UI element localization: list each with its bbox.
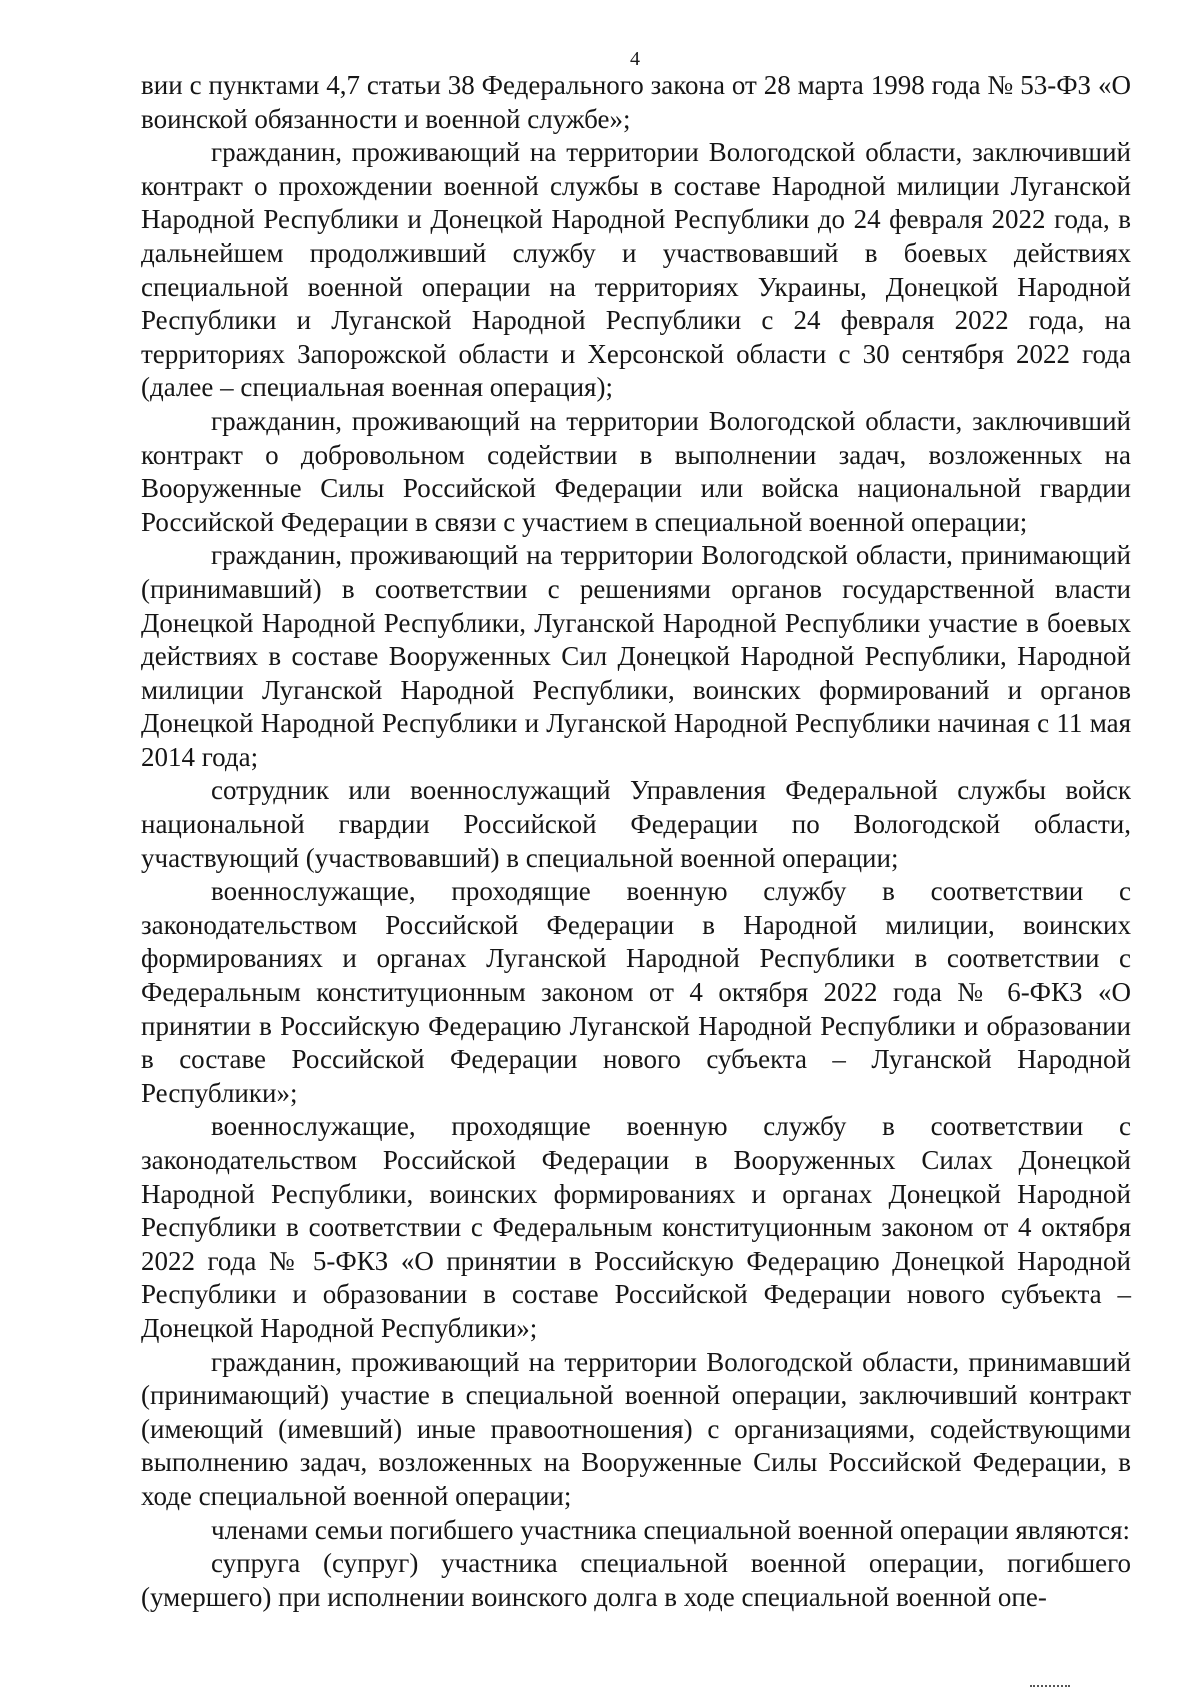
paragraph-organizations-contract: гражданин, проживающий на территории Вологодской области, принимавший (принимающий) участие в специальной военной операции, заключивший контракт (имеющий (имевший) иные правоотношения) с организациями, содействующими выполнению задач, возложенных на Вооруженные Силы Российской Федерации, в ходе специальной военной операции; bbox=[141, 1346, 1131, 1511]
paragraph-national-guard: сотрудник или военнослужащий Управления Федеральной службы войск национальной гвардии Российской Федерации по Вологодской области, участвующий (участвовавший) в специальной военной операции; bbox=[141, 775, 1131, 873]
scan-artifact bbox=[1030, 1685, 1070, 1693]
paragraph-contract-militia: гражданин, проживающий на территории Вологодской области, заключивший контракт о прохождении военной службы в составе Народной милиции Луганской Народной Республики и Донецкой Народной Республики до 24 февраля 2022 года, в дальнейшем продолживший службу и участвовавший в боевых действиях специальной военной операции на территориях Украины, Донецкой Народной Республики и Луганской Народной Республики с 24 февраля 2022 года, на территориях Запорожской области и Херсонской области с 30 сентября 2022 года (далее – специальная военная операция); bbox=[141, 137, 1131, 403]
paragraph-dnr-lnr-participation: гражданин, проживающий на территории Вологодской области, принимающий (принимавший) в соответствии с решениями органов государственной власти Донецкой Народной Республики, Луганской Народной Республики участие в боевых действиях в составе Вооруженных Сил Донецкой Народной Республики, Народной милиции Луганской Народной Республики, воинских формирований и органов Донецкой Народной Республики и Луганской Народной Республики начиная с 11 мая 2014 года; bbox=[141, 540, 1131, 772]
paragraph-continuation: вии с пунктами 4,7 статьи 38 Федерального закона от 28 марта 1998 года № 53-ФЗ «О воинской обязанности и военной службе»; bbox=[141, 70, 1131, 134]
paragraph-dnr-servicemen: военнослужащие, проходящие военную службу в соответствии с законодательством Российской Федерации в Вооруженных Силах Донецкой Народной Республики, воинских формированиях и органах Донецкой Народной Республики в соответствии с Федеральным конституционным законом от 4 октября 2022 года № 5-ФКЗ «О принятии в Российскую Федерацию Донецкой Народной Республики и образовании в составе Российской Федерации нового субъекта – Донецкой Народной Республики»; bbox=[141, 1111, 1131, 1343]
paragraph-lnr-servicemen: военнослужащие, проходящие военную службу в соответствии с законодательством Российской Федерации в Народной милиции, воинских формированиях и органах Луганской Народной Республики в соответствии с Федеральным конституционным законом от 4 октября 2022 года № 6-ФКЗ «О принятии в Российскую Федерацию Луганской Народной Республики и образовании в составе Российской Федерации нового субъекта – Луганской Народной Республики»; bbox=[141, 876, 1131, 1108]
document-body bbox=[141, 69, 1131, 1614]
page-number: 4 bbox=[630, 48, 640, 70]
paragraph-family-members: членами семьи погибшего участника специальной военной операции являются: bbox=[211, 1514, 1130, 1545]
paragraph-volunteer-contract: гражданин, проживающий на территории Вологодской области, заключивший контракт о добровольном содействии в выполнении задач, возложенных на Вооруженные Силы Российской Федерации или войска национальной гвардии Российской Федерации в связи с участием в специальной военной операции; bbox=[141, 405, 1131, 537]
paragraph-spouse: супруга (супруг) участника специальной военной операции, погибшего (умершего) при исполнении воинского долга в ходе специальной военной опе- bbox=[141, 1548, 1131, 1612]
